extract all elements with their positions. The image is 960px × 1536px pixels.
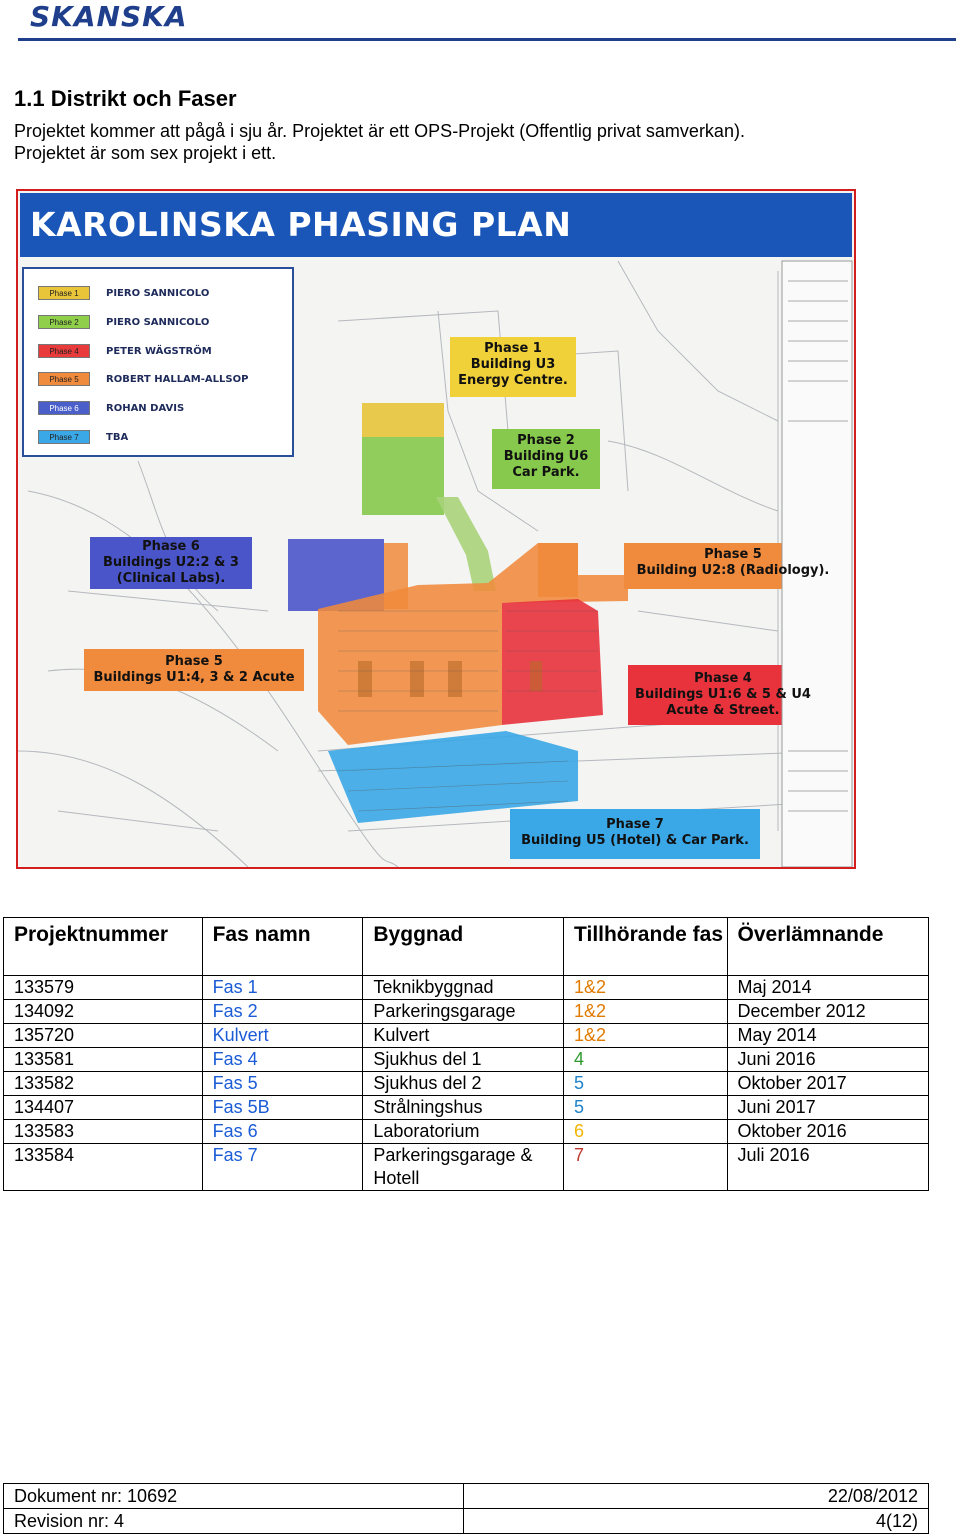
intro-line-1: Projektet kommer att pågå i sju år. Projektet är ett OPS-Projekt (Offentlig privat samverkan). [14, 121, 745, 141]
cell-projektnummer: 134407 [4, 1096, 203, 1120]
legend-swatch: Phase 5 [38, 372, 90, 386]
legend-swatch: Phase 1 [38, 286, 90, 300]
projects-table [3, 917, 929, 1191]
legend-swatch: Phase 7 [38, 430, 90, 444]
cell-fas-namn: Fas 7 [202, 1144, 363, 1191]
legend-item [38, 429, 128, 445]
footer-row [4, 1484, 929, 1509]
cell-fas-namn: Fas 1 [202, 976, 363, 1000]
legend-swatch: Phase 2 [38, 315, 90, 329]
cell-tillhorande-fas: 7 [564, 1144, 728, 1191]
figure-title-bar [20, 193, 852, 257]
legend-item [38, 400, 184, 416]
cell-byggnad: Parkeringsgarage & Hotell [363, 1144, 564, 1191]
cell-tillhorande-fas: 1&2 [564, 976, 728, 1000]
cell-overlamnande: Juli 2016 [727, 1144, 928, 1191]
label-phase-1: Phase 1 Building U3 Energy Centre. [458, 341, 568, 388]
skanska-logo: SKANSKA [30, 0, 188, 33]
legend-item [38, 343, 212, 359]
phase-legend [22, 267, 294, 457]
cell-byggnad: Sjukhus del 1 [363, 1048, 564, 1072]
cell-tillhorande-fas: 4 [564, 1048, 728, 1072]
header-overlamnande: Överlämnande [727, 918, 928, 976]
section-heading: 1.1 Distrikt och Faser [14, 86, 237, 111]
cell-projektnummer: 133582 [4, 1072, 203, 1096]
cell-projektnummer: 133579 [4, 976, 203, 1000]
section-intro [14, 120, 914, 164]
cell-overlamnande: May 2014 [727, 1024, 928, 1048]
cell-tillhorande-fas: 1&2 [564, 1024, 728, 1048]
header-fas-namn: Fas namn [202, 918, 363, 976]
footer-revision: Revision nr: 4 [4, 1509, 464, 1534]
cell-fas-namn: Kulvert [202, 1024, 363, 1048]
cell-byggnad: Sjukhus del 2 [363, 1072, 564, 1096]
label-phase-7: Phase 7 Building U5 (Hotel) & Car Park. [521, 817, 749, 848]
footer-date: 22/08/2012 [464, 1484, 929, 1509]
cell-tillhorande-fas: 6 [564, 1120, 728, 1144]
legend-name: PETER WÄGSTRÖM [106, 345, 212, 357]
footer-dokument: Dokument nr: 10692 [4, 1484, 464, 1509]
table-row [4, 1120, 929, 1144]
table-row [4, 1048, 929, 1072]
cell-byggnad: Parkeringsgarage [363, 1000, 564, 1024]
table-row [4, 1072, 929, 1096]
header-tillhorande-fas: Tillhörande fas [564, 918, 728, 976]
cell-overlamnande: Maj 2014 [727, 976, 928, 1000]
intro-line-2: Projektet är som sex projekt i ett. [14, 143, 277, 163]
header-projektnummer: Projektnummer [4, 918, 203, 976]
table-row [4, 1000, 929, 1024]
cell-overlamnande: Juni 2016 [727, 1048, 928, 1072]
document-footer [3, 1483, 929, 1534]
header-byggnad: Byggnad [363, 918, 564, 976]
label-phase-2: Phase 2 Building U6 Car Park. [503, 433, 589, 480]
table-row [4, 1024, 929, 1048]
legend-item [38, 314, 209, 330]
cell-overlamnande: Juni 2017 [727, 1096, 928, 1120]
cell-fas-namn: Fas 4 [202, 1048, 363, 1072]
table-row [4, 976, 929, 1000]
header-rule [18, 38, 956, 41]
cell-projektnummer: 134092 [4, 1000, 203, 1024]
phasing-plan-figure [16, 189, 856, 869]
cell-byggnad: Kulvert [363, 1024, 564, 1048]
table-header-row [4, 918, 929, 976]
legend-item [38, 285, 209, 301]
table-row [4, 1096, 929, 1120]
cell-byggnad: Teknikbyggnad [363, 976, 564, 1000]
cell-fas-namn: Fas 5 [202, 1072, 363, 1096]
legend-swatch: Phase 6 [38, 401, 90, 415]
cell-byggnad: Strålningshus [363, 1096, 564, 1120]
legend-name: TBA [106, 431, 129, 443]
legend-name: ROHAN DAVIS [106, 402, 185, 414]
cell-projektnummer: 133583 [4, 1120, 203, 1144]
legend-name: PIERO SANNICOLO [106, 287, 210, 299]
label-phase-5-acute: Phase 5 Buildings U1:4, 3 & 2 Acute [93, 654, 295, 685]
cell-overlamnande: Oktober 2016 [727, 1120, 928, 1144]
label-phase-5-radiology: Phase 5 Building U2:8 (Radiology). [636, 547, 830, 578]
legend-name: ROBERT HALLAM-ALLSOP [106, 373, 249, 385]
cell-projektnummer: 133584 [4, 1144, 203, 1191]
legend-swatch: Phase 4 [38, 344, 90, 358]
figure-title: KAROLINSKA PHASING PLAN [30, 205, 572, 244]
cell-fas-namn: Fas 2 [202, 1000, 363, 1024]
cell-fas-namn: Fas 6 [202, 1120, 363, 1144]
cell-fas-namn: Fas 5B [202, 1096, 363, 1120]
legend-name: PIERO SANNICOLO [106, 316, 210, 328]
cell-projektnummer: 133581 [4, 1048, 203, 1072]
label-phase-6: Phase 6 Buildings U2:2 & 3 (Clinical Labs). [103, 539, 239, 586]
cell-overlamnande: Oktober 2017 [727, 1072, 928, 1096]
footer-page: 4(12) [464, 1509, 929, 1534]
cell-tillhorande-fas: 5 [564, 1096, 728, 1120]
label-phase-4: Phase 4 Buildings U1:6 & 5 & U4 Acute & Street. [635, 671, 811, 718]
table-row [4, 1144, 929, 1191]
legend-item [38, 371, 248, 387]
footer-row [4, 1509, 929, 1534]
cell-tillhorande-fas: 5 [564, 1072, 728, 1096]
cell-overlamnande: December 2012 [727, 1000, 928, 1024]
cell-tillhorande-fas: 1&2 [564, 1000, 728, 1024]
cell-byggnad: Laboratorium [363, 1120, 564, 1144]
cell-projektnummer: 135720 [4, 1024, 203, 1048]
